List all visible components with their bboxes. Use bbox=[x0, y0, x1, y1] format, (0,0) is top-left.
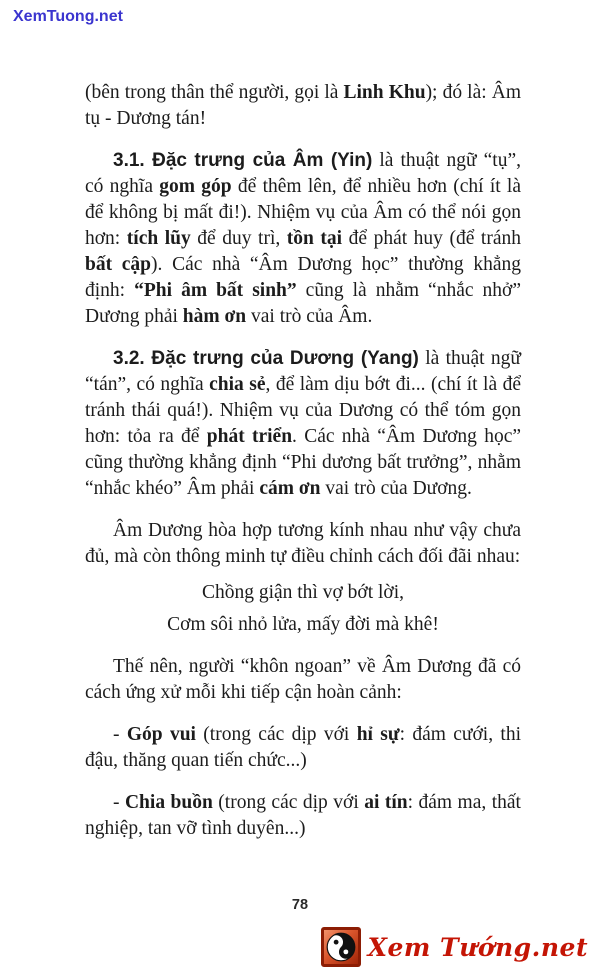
text-run: ). Các nhà “Âm Dương học” thường khẳng định: bbox=[85, 254, 521, 301]
bullet-gop-vui bbox=[85, 722, 521, 774]
text-run: Góp vui bbox=[126, 724, 196, 745]
text-run: cũng là nhằm “nhắc nhở” Dương phải bbox=[85, 280, 522, 327]
text-run: cám ơn bbox=[259, 478, 321, 499]
text-run: tích lũy bbox=[126, 228, 191, 249]
text-run: là thuật ngữ “tán”, có nghĩa bbox=[85, 348, 521, 395]
text-run: tồn tại bbox=[286, 228, 343, 249]
text-run: Linh Khu bbox=[343, 82, 426, 103]
paragraph-continuation bbox=[85, 80, 521, 132]
text-run: , để làm dịu bớt đi... (chí ít là để tránh thái quá!). Nhiệm vụ của Dương có thể tóm gọn hơn: tỏa ra để bbox=[85, 374, 521, 447]
page-number: 78 bbox=[291, 897, 309, 913]
text-run: bất cập bbox=[85, 254, 152, 275]
section-3-2 bbox=[85, 346, 521, 502]
text-run: hỉ sự bbox=[356, 724, 400, 745]
text-run: ); đó là: Âm tụ - Dương tán! bbox=[85, 82, 521, 129]
text-run: Chồng giận thì vợ bớt lời, bbox=[201, 582, 405, 603]
text-run: là thuật ngữ “tụ”, có nghĩa bbox=[85, 150, 521, 197]
text-run: để thêm lên, để nhiều hơn (chí ít là để không bị mất đi!). Nhiệm vụ của Âm có thể nói gọn hơn: bbox=[85, 176, 521, 249]
text-run: hàm ơn bbox=[182, 306, 247, 327]
brand-logo[interactable] bbox=[321, 927, 588, 967]
text-run: : đám cưới, thi đậu, thăng quan tiến chức...) bbox=[85, 724, 522, 771]
text-run: “Phi âm bất sinh” bbox=[134, 280, 297, 301]
text-run: . Các nhà “Âm Dương học” cũng thường khẳng định “Phi dương bất trưởng”, nhằm “nhắc khéo” Âm phải bbox=[85, 426, 522, 499]
watermark-link[interactable]: XemTuong.net bbox=[13, 8, 123, 25]
text-run: : đám ma, thất nghiệp, tan vỡ tình duyên...) bbox=[85, 792, 521, 839]
text-run: vai trò của Dương. bbox=[320, 478, 472, 499]
page-content bbox=[85, 80, 521, 858]
text-run: (trong các dịp với bbox=[212, 792, 365, 813]
text-run: (bên trong thân thể người, gọi là bbox=[85, 82, 344, 103]
text-run: Thế nên, người “khôn ngoan” về Âm Dương đã có cách ứng xử mỗi khi tiếp cận hoàn cảnh: bbox=[85, 656, 521, 703]
text-run: Chia buồn bbox=[124, 792, 213, 813]
verse-line-1 bbox=[85, 580, 521, 606]
text-run: để phát huy (để tránh bbox=[342, 228, 521, 249]
text-run: phát triển bbox=[206, 426, 293, 447]
text-run: - bbox=[113, 792, 125, 813]
text-run: vai trò của Âm. bbox=[246, 306, 373, 327]
bullet-chia-buon bbox=[85, 790, 521, 842]
section-heading-text: 3.1. Đặc trưng của Âm (Yin) bbox=[113, 150, 373, 171]
text-run: chia sẻ bbox=[209, 374, 266, 395]
text-run: Âm Dương hòa hợp tương kính nhau như vậy chưa đủ, mà còn thông minh tự điều chỉnh cách đối đãi nhau: bbox=[85, 520, 521, 567]
text-run: (trong các dịp với bbox=[195, 724, 357, 745]
text-run: ai tín bbox=[364, 792, 408, 813]
brand-text: Xem Tướng.net bbox=[367, 932, 588, 962]
paragraph-harmony bbox=[85, 518, 521, 570]
section-3-1 bbox=[85, 148, 521, 330]
text-run: Cơm sôi nhỏ lửa, mấy đời mà khê! bbox=[167, 614, 439, 635]
yin-yang-icon bbox=[321, 927, 361, 967]
section-heading-text: 3.2. Đặc trưng của Dương (Yang) bbox=[113, 348, 419, 369]
text-run: gom góp bbox=[159, 176, 232, 197]
text-run: - bbox=[113, 724, 127, 745]
paragraph-wise bbox=[85, 654, 521, 706]
text-run: để duy trì, bbox=[190, 228, 287, 249]
verse-line-2 bbox=[85, 612, 521, 638]
